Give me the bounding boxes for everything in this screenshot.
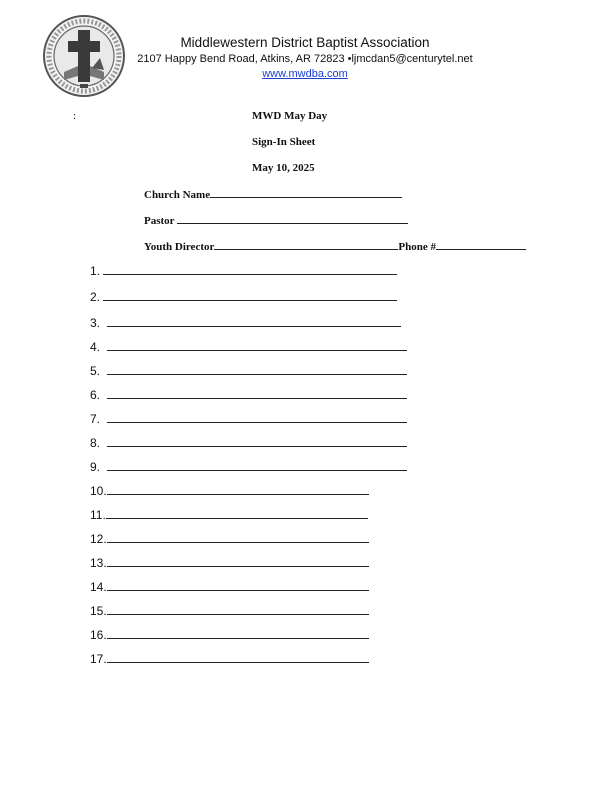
event-title: MWD May Day [252, 110, 328, 122]
signin-row[interactable] [90, 652, 369, 666]
signin-row[interactable] [90, 316, 401, 330]
signin-row[interactable] [90, 364, 407, 378]
row-number: 1. [90, 264, 101, 278]
signin-line[interactable] [107, 484, 369, 495]
signin-row[interactable] [90, 604, 369, 618]
signin-line[interactable] [107, 388, 407, 399]
row-number: 14. [90, 580, 107, 594]
signin-line[interactable] [107, 412, 407, 423]
signin-line[interactable] [107, 604, 369, 615]
row-number: 8. [90, 436, 101, 450]
row-number: 16. [90, 628, 107, 642]
association-seal-logo [42, 14, 126, 98]
signin-line[interactable] [107, 340, 407, 351]
signin-line[interactable] [107, 460, 407, 471]
signin-row[interactable] [90, 436, 407, 450]
signin-line[interactable] [107, 556, 369, 567]
signin-row[interactable] [90, 580, 369, 594]
signin-line[interactable] [107, 436, 407, 447]
signin-line[interactable] [107, 316, 401, 327]
signin-line[interactable] [107, 364, 407, 375]
organization-address: 2107 Happy Bend Road, Atkins, AR 72823 •ljmcdan5@centurytel.net [137, 53, 473, 65]
row-number: 17. [90, 652, 107, 666]
row-number: 13. [90, 556, 107, 570]
organization-name: Middlewestern District Baptist Association [180, 35, 430, 50]
signin-line[interactable] [107, 580, 369, 591]
row-number: 3. [90, 316, 101, 330]
row-number: 12. [90, 532, 107, 546]
event-date: May 10, 2025 [252, 162, 315, 174]
signin-line[interactable] [107, 652, 369, 663]
youth-director-blank[interactable] [214, 240, 398, 250]
signin-row[interactable] [90, 484, 369, 498]
signin-line[interactable] [107, 532, 369, 543]
row-number: 10. [90, 484, 107, 498]
signin-row[interactable] [90, 412, 407, 426]
pastor-blank[interactable] [177, 214, 408, 224]
signin-row[interactable] [90, 532, 369, 546]
phone-blank[interactable] [436, 240, 526, 250]
signin-row[interactable] [90, 340, 407, 354]
event-subtitle: Sign-In Sheet [252, 136, 316, 148]
pastor-field[interactable] [144, 214, 408, 227]
row-number: 5. [90, 364, 101, 378]
website-link[interactable]: www.mwdba.com [262, 68, 348, 80]
row-number: 9. [90, 460, 101, 474]
row-number: 2. [90, 290, 101, 304]
row-number: 6. [90, 388, 101, 402]
signin-row[interactable] [90, 628, 369, 642]
row-number: 15. [90, 604, 107, 618]
pastor-label: Pastor [144, 215, 175, 227]
row-number: 7. [90, 412, 101, 426]
signin-line[interactable] [103, 290, 397, 301]
youth-director-field[interactable] [144, 240, 526, 253]
signin-row[interactable] [90, 388, 407, 402]
signin-row[interactable] [90, 264, 397, 278]
signin-row[interactable] [90, 508, 368, 522]
signin-row[interactable] [90, 290, 397, 304]
church-name-blank[interactable] [210, 188, 402, 198]
phone-label: Phone # [398, 241, 436, 253]
row-number: 4. [90, 340, 101, 354]
signin-row[interactable] [90, 460, 407, 474]
row-number: 11. [90, 508, 106, 522]
signin-line[interactable] [107, 628, 369, 639]
stray-mark: : [73, 110, 77, 122]
church-name-field[interactable] [144, 188, 402, 201]
youth-director-label: Youth Director [144, 241, 215, 253]
church-name-label: Church Name [144, 189, 211, 201]
signin-line[interactable] [103, 264, 397, 275]
signin-line[interactable] [106, 508, 368, 519]
signin-row[interactable] [90, 556, 369, 570]
letterhead [128, 34, 482, 81]
